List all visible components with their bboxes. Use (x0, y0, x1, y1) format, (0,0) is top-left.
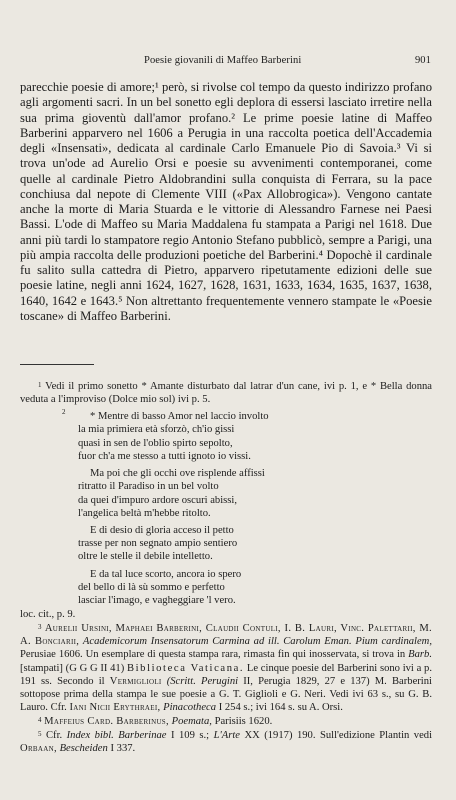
footnote-5: 5 Cfr. Index bibl. Barberinae I 109 s.; L'Arte XX (1917) 190. Sull'edizione Plantin vedi Orbaan, Bescheiden I 337. (20, 729, 433, 755)
footnote-2-citation: loc. cit., p. 9. (20, 609, 76, 621)
body-paragraph: parecchie poesie di amore;¹ però, si rivolse col tempo da questo indirizzo profano agli argomenti sacri. In un bel sonetto egli deplora di essersi lasciato irretire nella sua prima gioventù dall'amor profano.² Le prime poesie latine di Maffeo Barberini apparvero nel 1606 a Perugia in una raccolta poetica dell'Accademia degli «Insensati», dedicata al cardinale Carlo Emanuele Pio di Savoia.³ Vi si trova un'ode ad Aurelio Orsi e poesie su avvenimenti contemporanei, come quelle al cardinale Pietro Aldobrandini sulla conquista di Ferrara, su la pace conchiusa dal nepote di Clemente VIII («Pax Allobrogica»). Vengono cantate anche la morte di Maria Stuarda e le vittorie di Alessandro Farnese nei Paesi Bassi. L'ode di Maffeo su Maria Maddalena fu stampata a Parigi nel 1618. Due anni più tardi lo stampatore regio Antonio Stefano pubblicò, sempre a Parigi, una più ampia raccolta delle produzioni poetiche del Barberini.⁴ Dopochè il cardinale fu salito sulla cattedra di Pietro, apparvero ripetutamente edizioni delle sue poesie latine, negli anni 1624, 1627, 1628, 1631, 1633, 1634, 1635, 1637, 1638, 1640, 1642 e 1643.⁵ Non altrettanto frequentemente vennero stampate le «Poesie toscane» di Maffeo Barberini. (20, 80, 432, 323)
running-title: Poesie giovanili di Maffeo Barberini (144, 55, 302, 66)
footnote-2-poem (78, 410, 432, 607)
poem-stanza: Ma poi che gli occhi ove risplende affissi ritratto il Paradiso in un bel volto da quei d'impuro ardore oscuri abissi, l'angelica beltà m'hebbe ritolto. (78, 468, 265, 519)
main-text (20, 80, 432, 324)
footnotes (20, 379, 432, 755)
page-number: 901 (414, 55, 431, 66)
footnote-2: 2 * Mentre di basso Amor nel laccio involto la mia primiera età sforzò, ch'io gissi quasi in sen de l'oblio spirto sepolto, fuor ch'a me stesso a tutti ignoto io vissi. Ma poi che gli occhi ove risplende affissi ritratto il Paradiso in un bel volto da quei d'impuro ardore oscuri abissi, l'angelica beltà m'hebbe ritolto. E di desio di gloria acceso il petto trasse per non segnato ampio sentiero oltre le stelle il debile intelletto. E da tal luce scorto, ancora io spero del bello di là sù sommo e perfetto lasciar l'imago, e vagheggiare 'l vero. loc. cit., p. 9. (20, 406, 432, 621)
running-head (20, 55, 431, 71)
footnote-1: 1 Vedi il primo sonetto * Amante disturbato dal latrar d'un cane, ivi p. 1, e * Bella donna veduta a l'improviso (Dolce mio sol) ivi p. 5. (20, 381, 432, 406)
poem-stanza: E da tal luce scorto, ancora io spero del bello di là sù sommo e perfetto lasciar l'imago, e vagheggiare 'l vero. (78, 568, 242, 606)
poem-stanza: E di desio di gloria acceso il petto trasse per non segnato ampio sentiero oltre le stelle il debile intelletto. (78, 524, 238, 563)
poem-stanza: * Mentre di basso Amor nel laccio involto la mia primiera età sforzò, ch'io gissi quasi in sen de l'oblio spirto sepolto, fuor ch'a me stesso a tutti ignoto io vissi. (78, 411, 269, 462)
footnote-4: 4 Maffeius Card. Barberinus, Poemata, Parisiis 1620. (38, 715, 273, 727)
footnote-rule (20, 364, 94, 365)
footnote-3: 3 Aurelii Ursini, Maphaei Barberini, Claudii Contuli, I. B. Lauri, Vinc. Palettarii, M. A. Bonciarii, Academicorum Insensatorum Carmina ad ill. Carolum Eman. Pium cardinalem, Perusiae 1606. Un esemplare di questa stampa rara, rimasta fin qui inosservata, si trova in Barb.[stampati] (G G G II 41) Biblioteca Vaticana. Le cinque poesie del Barberini sono ivi a p. 191 ss. Secondo il Vermiglioli (Scritt. Perugini II, Perugia 1829, 27 e 137) M. Barberini sottopose prima della stampa le sue poesie a G. T. Giglioli e G. Neri. Vedi ivi 63 s., su G. B. Lauro. Cfr. Iani Nicii Erythraei, Pinacotheca I 254 s.; ivi 164 s. su A. Orsi. (20, 623, 432, 713)
